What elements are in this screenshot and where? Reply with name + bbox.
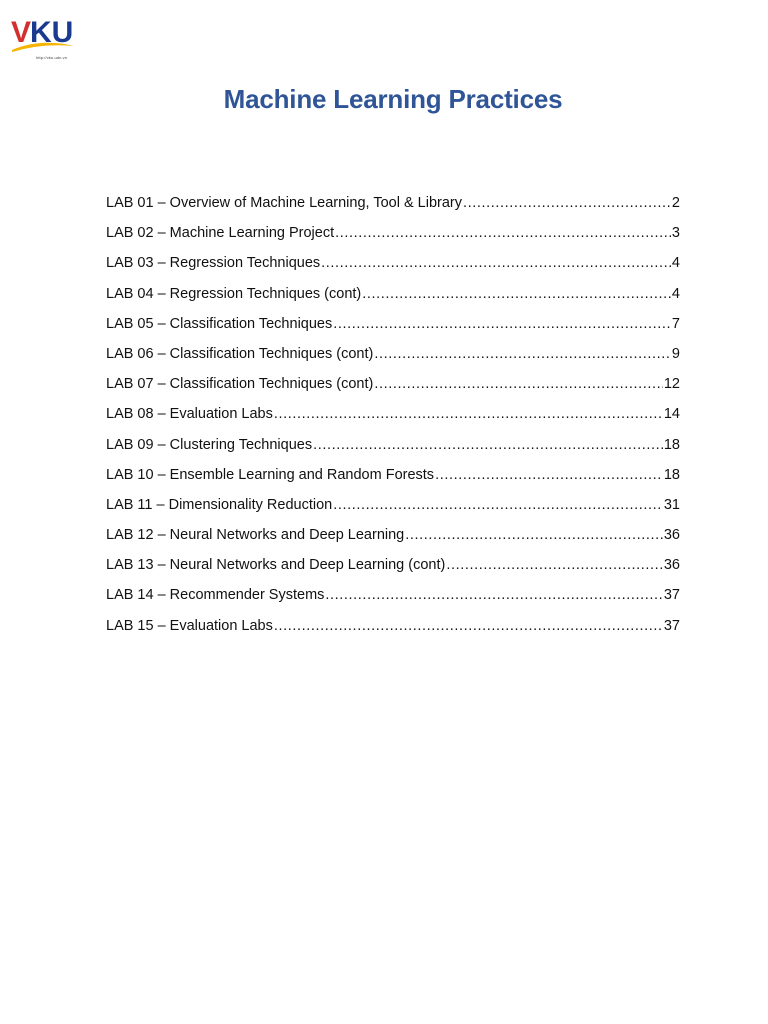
toc-entry-page-number: 7	[671, 315, 680, 332]
toc-dot-leader	[321, 255, 671, 271]
logo-letter-v: V	[11, 16, 32, 49]
toc-entry-label: LAB 08 – Evaluation Labs	[106, 406, 273, 423]
toc-entry[interactable]	[106, 346, 680, 376]
toc-entry-label: LAB 12 – Neural Networks and Deep Learning	[106, 527, 405, 544]
toc-entry-page-number: 9	[671, 345, 680, 362]
toc-entry-label: LAB 03 – Regression Techniques	[106, 255, 321, 272]
toc-entry-page-number: 3	[671, 225, 680, 242]
toc-entry-label: LAB 11 – Dimensionality Reduction	[106, 496, 333, 513]
toc-entry-page-number: 18	[663, 466, 680, 483]
toc-entry-page-number: 36	[663, 557, 680, 574]
toc-entry[interactable]	[106, 286, 680, 316]
page-title: Machine Learning Practices	[223, 84, 563, 114]
toc-entry-label: LAB 02 – Machine Learning Project	[106, 225, 335, 242]
toc-entry-page-number: 4	[671, 255, 680, 272]
toc-entry-label: LAB 04 – Regression Techniques (cont)	[106, 285, 362, 302]
toc-entry-page-number: 4	[671, 285, 680, 302]
toc-dot-leader	[374, 346, 671, 362]
toc-dot-leader	[274, 618, 663, 634]
toc-dot-leader	[333, 497, 663, 513]
toc-entry-page-number: 37	[663, 617, 680, 634]
toc-dot-leader	[463, 195, 671, 211]
toc-entry[interactable]	[106, 618, 680, 648]
toc-entry[interactable]	[106, 497, 680, 527]
toc-dot-leader	[274, 406, 663, 422]
toc-entry[interactable]	[106, 255, 680, 285]
toc-dot-leader	[374, 376, 663, 392]
toc-dot-leader	[435, 467, 663, 483]
toc-entry-label: LAB 15 – Evaluation Labs	[106, 617, 273, 634]
toc-dot-leader	[313, 437, 663, 453]
logo-letters-ku: KU	[30, 16, 74, 49]
toc-entry-page-number: 2	[671, 195, 680, 211]
toc-entry-label: LAB 09 – Clustering Techniques	[106, 436, 313, 453]
toc-entry-page-number: 36	[663, 527, 680, 544]
toc-entry-page-number: 31	[663, 496, 680, 513]
toc-entry-label: LAB 07 – Classification Techniques (cont)	[106, 376, 374, 393]
toc-entry[interactable]	[106, 406, 680, 436]
toc-entry[interactable]	[106, 225, 680, 255]
toc-entry-label: LAB 10 – Ensemble Learning and Random Forests	[106, 466, 435, 483]
toc-entry-label: LAB 13 – Neural Networks and Deep Learning (cont)	[106, 557, 446, 574]
toc-entry-label: LAB 14 – Recommender Systems	[106, 587, 325, 604]
toc-dot-leader	[335, 225, 671, 241]
toc-entry-page-number: 14	[663, 406, 680, 423]
toc-entry[interactable]	[106, 316, 680, 346]
toc-entry[interactable]	[106, 467, 680, 497]
toc-dot-leader	[405, 527, 663, 543]
toc-entry[interactable]	[106, 527, 680, 557]
vku-logo-mark	[10, 6, 76, 56]
toc-entry-label: LAB 06 – Classification Techniques (cont)	[106, 345, 374, 362]
toc-entry[interactable]	[106, 587, 680, 617]
toc-entry[interactable]	[106, 376, 680, 406]
toc-entry[interactable]	[106, 437, 680, 467]
toc-entry[interactable]	[106, 195, 680, 225]
toc-dot-leader	[446, 557, 663, 573]
vku-logo	[10, 6, 76, 60]
toc-entry-page-number: 37	[663, 587, 680, 604]
logo-url: http://vku.udn.vn	[36, 55, 68, 60]
toc-entry-label: LAB 01 – Overview of Machine Learning, Tool & Library	[106, 195, 462, 211]
toc-dot-leader	[325, 587, 662, 603]
toc-entry-page-number: 12	[663, 376, 680, 393]
table-of-contents	[106, 195, 680, 648]
toc-dot-leader	[333, 316, 671, 332]
toc-entry-page-number: 18	[663, 436, 680, 453]
toc-dot-leader	[362, 286, 671, 302]
toc-entry[interactable]	[106, 557, 680, 587]
toc-entry-label: LAB 05 – Classification Techniques	[106, 315, 333, 332]
